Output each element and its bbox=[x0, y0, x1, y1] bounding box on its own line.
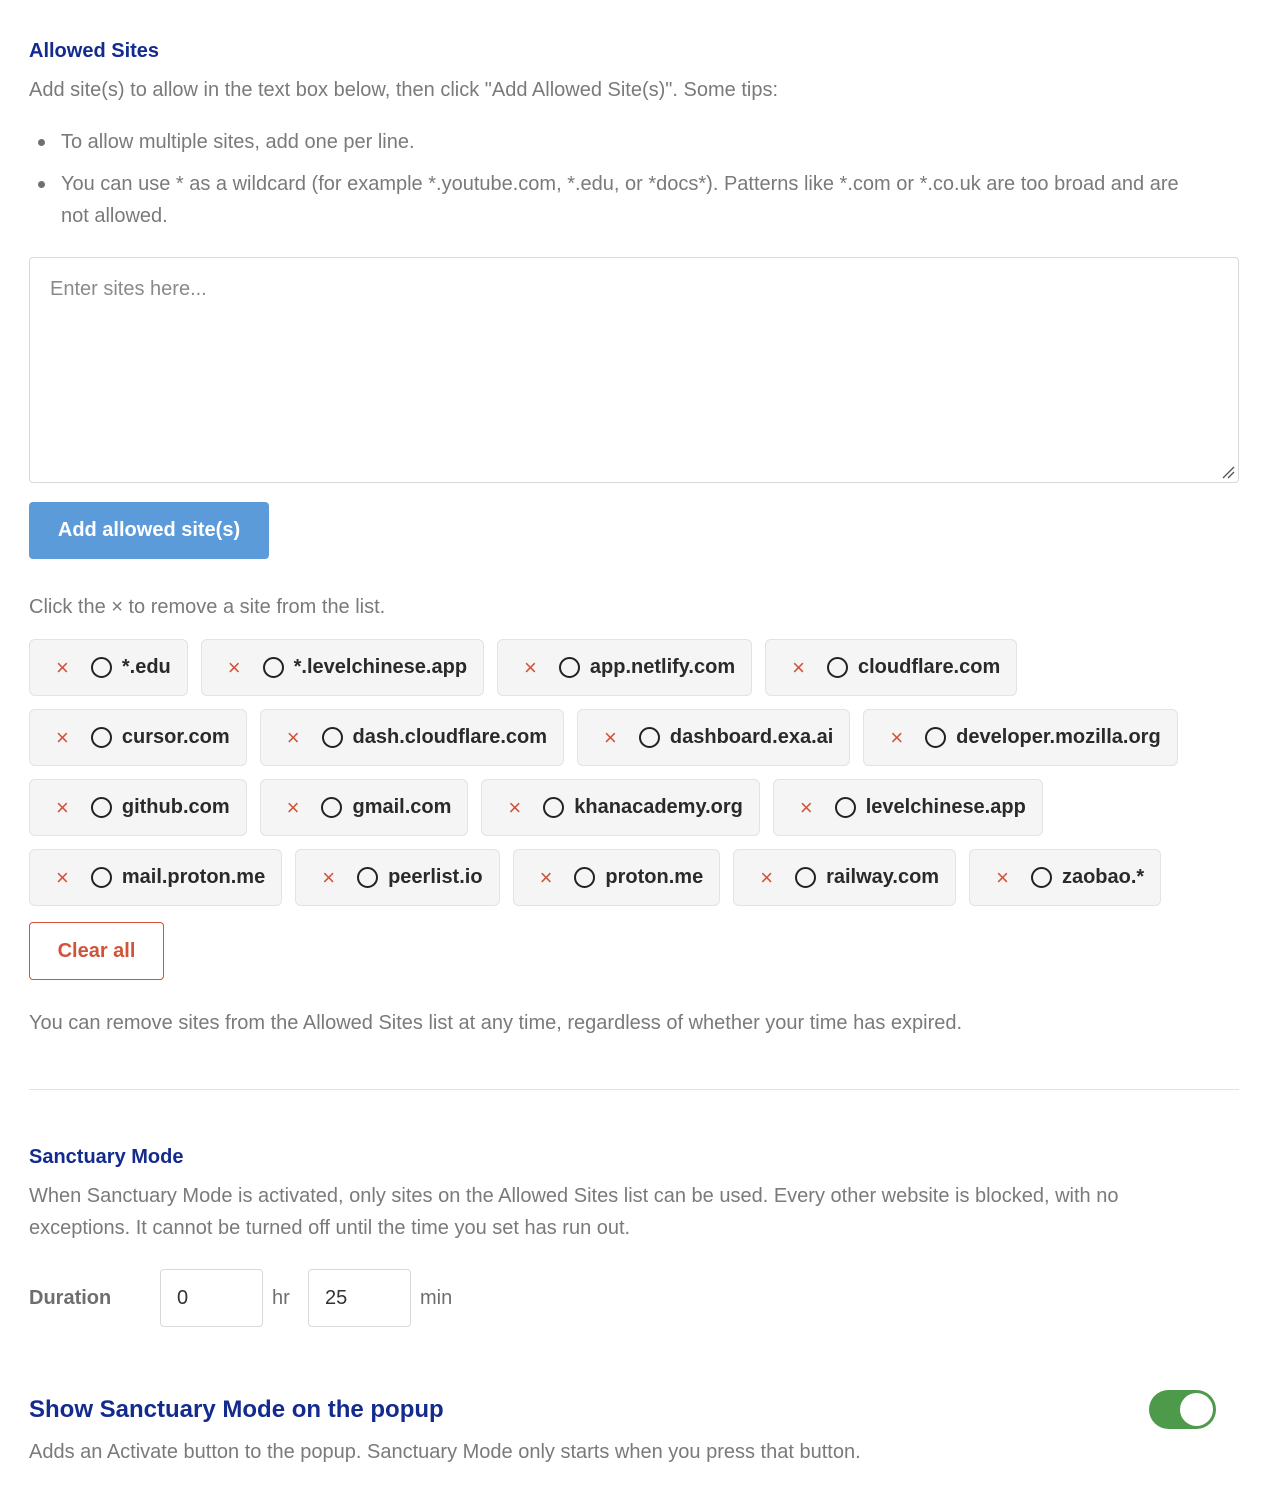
site-label: khanacademy.org bbox=[574, 796, 743, 818]
site-chip bbox=[577, 709, 850, 766]
section-divider bbox=[29, 1089, 1239, 1090]
site-chip bbox=[260, 709, 564, 766]
allowed-sites-list bbox=[29, 639, 1244, 906]
duration-minutes-input[interactable] bbox=[308, 1269, 411, 1327]
allowed-sites-heading: Allowed Sites bbox=[29, 40, 160, 62]
site-label: zaobao.* bbox=[1061, 866, 1145, 888]
remove-site-icon[interactable]: × bbox=[227, 654, 241, 680]
tip-text: To allow multiple sites, add one per line. bbox=[61, 131, 415, 153]
remove-hint: Click the × to remove a site from the list. bbox=[29, 596, 386, 618]
remove-site-icon[interactable]: × bbox=[539, 864, 553, 890]
site-circle-icon bbox=[357, 867, 378, 888]
site-circle-icon bbox=[263, 657, 284, 678]
remove-site-icon[interactable]: × bbox=[799, 794, 813, 820]
site-label: app.netlify.com bbox=[589, 656, 736, 678]
site-label: dashboard.exa.ai bbox=[669, 726, 834, 748]
site-chip bbox=[863, 709, 1177, 766]
hours-unit-label: hr bbox=[272, 1287, 290, 1309]
bullet-icon bbox=[38, 139, 45, 146]
sanctuary-mode-heading: Sanctuary Mode bbox=[29, 1146, 184, 1168]
remove-site-icon[interactable]: × bbox=[56, 654, 69, 680]
removal-footnote: You can remove sites from the Allowed Sites list at any time, regardless of whether your time has expired. bbox=[29, 1012, 963, 1034]
site-label: cursor.com bbox=[121, 726, 230, 748]
site-chip bbox=[765, 639, 1017, 696]
site-chip bbox=[29, 639, 188, 696]
site-label: railway.com bbox=[826, 866, 940, 888]
remove-site-icon[interactable]: × bbox=[996, 864, 1009, 890]
popup-setting-description: Adds an Activate button to the popup. Sanctuary Mode only starts when you press that button. bbox=[29, 1441, 861, 1463]
site-label: dash.cloudflare.com bbox=[352, 726, 548, 748]
site-label: *.edu bbox=[121, 656, 171, 678]
site-chip bbox=[497, 639, 752, 696]
popup-setting-title: Show Sanctuary Mode on the popup bbox=[29, 1396, 444, 1423]
site-circle-icon bbox=[559, 657, 580, 678]
remove-site-icon[interactable]: × bbox=[286, 724, 300, 750]
site-circle-icon bbox=[543, 797, 564, 818]
tip-item bbox=[29, 168, 1209, 232]
site-circle-icon bbox=[827, 657, 848, 678]
remove-site-icon[interactable]: × bbox=[56, 724, 69, 750]
tips-list bbox=[29, 126, 1209, 242]
site-chip bbox=[481, 779, 759, 836]
site-circle-icon bbox=[795, 867, 816, 888]
sanctuary-mode-description: When Sanctuary Mode is activated, only sites on the Allowed Sites list can be used. Every other website is blocked, with no exceptions. It cannot be turned off until the time you set has run out. bbox=[29, 1185, 1119, 1239]
show-on-popup-toggle[interactable] bbox=[1149, 1390, 1216, 1429]
allowed-sites-intro: Add site(s) to allow in the text box below, then click "Add Allowed Site(s)". Some tips: bbox=[29, 79, 778, 101]
site-label: cloudflare.com bbox=[857, 656, 1001, 678]
remove-site-icon[interactable]: × bbox=[322, 864, 336, 890]
site-label: peerlist.io bbox=[388, 866, 483, 888]
site-chip bbox=[773, 779, 1043, 836]
site-circle-icon bbox=[639, 727, 660, 748]
site-chip bbox=[201, 639, 484, 696]
duration-label: Duration bbox=[29, 1287, 112, 1309]
site-circle-icon bbox=[322, 727, 343, 748]
site-circle-icon bbox=[925, 727, 946, 748]
tip-item bbox=[29, 126, 1209, 158]
site-circle-icon bbox=[91, 797, 112, 818]
remove-site-icon[interactable]: × bbox=[604, 724, 617, 750]
remove-site-icon[interactable]: × bbox=[760, 864, 774, 890]
site-label: proton.me bbox=[605, 866, 704, 888]
site-label: github.com bbox=[121, 796, 230, 818]
site-label: *.levelchinese.app bbox=[293, 656, 468, 678]
site-label: mail.proton.me bbox=[121, 866, 266, 888]
remove-site-icon[interactable]: × bbox=[524, 654, 537, 680]
sites-input[interactable] bbox=[29, 257, 1239, 483]
resize-handle-icon[interactable] bbox=[1221, 465, 1235, 479]
site-chip bbox=[733, 849, 956, 906]
site-circle-icon bbox=[1031, 867, 1052, 888]
duration-hours-input[interactable] bbox=[160, 1269, 263, 1327]
remove-site-icon[interactable]: × bbox=[508, 794, 522, 820]
tip-text: You can use * as a wildcard (for example *.youtube.com, *.edu, or *docs*). Patterns like *.com or *.co.uk are too broad and are not allowed. bbox=[61, 173, 1179, 227]
site-chip bbox=[29, 709, 247, 766]
site-circle-icon bbox=[91, 657, 112, 678]
site-label: developer.mozilla.org bbox=[956, 726, 1161, 748]
site-chip bbox=[29, 779, 247, 836]
site-label: gmail.com bbox=[352, 796, 452, 818]
remove-site-icon[interactable]: × bbox=[56, 864, 69, 890]
add-allowed-sites-button[interactable]: Add allowed site(s) bbox=[29, 502, 269, 559]
site-chip bbox=[513, 849, 721, 906]
site-circle-icon bbox=[835, 797, 856, 818]
remove-site-icon[interactable]: × bbox=[286, 794, 300, 820]
site-circle-icon bbox=[321, 797, 342, 818]
site-chip bbox=[969, 849, 1161, 906]
remove-site-icon[interactable]: × bbox=[56, 794, 69, 820]
bullet-icon bbox=[38, 181, 45, 188]
toggle-knob bbox=[1180, 1393, 1213, 1426]
site-label: levelchinese.app bbox=[865, 796, 1026, 818]
site-circle-icon bbox=[91, 727, 112, 748]
site-chip bbox=[260, 779, 469, 836]
clear-all-button[interactable]: Clear all bbox=[29, 922, 164, 980]
minutes-unit-label: min bbox=[420, 1287, 453, 1309]
site-chip bbox=[29, 849, 282, 906]
site-circle-icon bbox=[91, 867, 112, 888]
remove-site-icon[interactable]: × bbox=[792, 654, 805, 680]
site-chip bbox=[295, 849, 499, 906]
site-circle-icon bbox=[574, 867, 595, 888]
remove-site-icon[interactable]: × bbox=[890, 724, 904, 750]
